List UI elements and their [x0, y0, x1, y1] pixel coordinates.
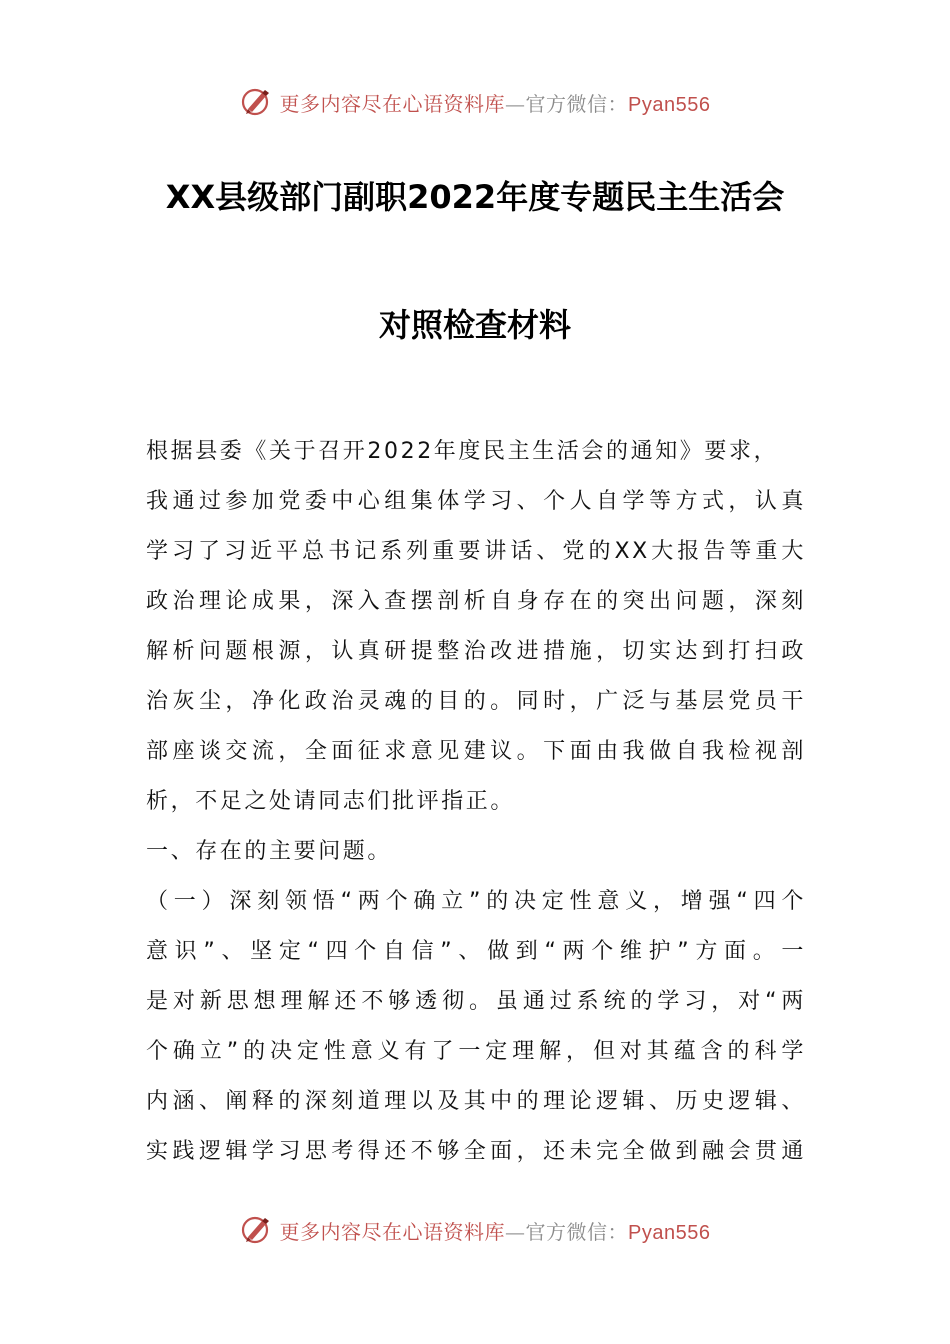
body-line: 解析问题根源，认真研提整治改进措施，切实达到打扫政: [146, 639, 806, 664]
footer-watermark: [0, 1210, 950, 1250]
document-title-line-1: XX县级部门副职2022年度专题民主生活会: [165, 178, 785, 216]
watermark-main-text: 更多内容尽在心语资料库: [279, 1219, 506, 1244]
section-heading: 一、存在的主要问题。: [146, 839, 393, 864]
body-line: 实践逻辑学习思考得还不够全面，还未完全做到融会贯通: [146, 1139, 806, 1164]
body-line: 政治理论成果，深入查摆剖析自身存在的突出问题，深刻: [146, 589, 806, 614]
body-line: 析，不足之处请同志们批评指正。: [146, 789, 516, 814]
subsection-heading: （一）深刻领悟“两个确立”的决定性意义，增强“四个: [146, 889, 806, 914]
pen-logo-icon: [240, 1213, 274, 1247]
document-title-line-2: 对照检查材料: [378, 306, 571, 344]
body-line: 内涵、阐释的深刻道理以及其中的理论逻辑、历史逻辑、: [146, 1089, 806, 1114]
watermark-wechat-label: 官方微信：: [525, 1219, 629, 1244]
watermark-wechat-id: Pyan556: [628, 93, 711, 116]
watermark-wechat-label: 官方微信：: [525, 91, 629, 116]
watermark-dash: —: [505, 91, 526, 116]
body-line: 意识”、坚定“四个自信”、做到“两个维护”方面。一: [146, 939, 806, 964]
watermark-main-text: 更多内容尽在心语资料库: [279, 91, 506, 116]
pen-logo-icon: [240, 85, 274, 119]
body-line: 个确立”的决定性意义有了一定理解，但对其蕴含的科学: [146, 1039, 806, 1064]
body-line: 我通过参加党委中心组集体学习、个人自学等方式，认真: [146, 489, 806, 514]
watermark-dash: —: [505, 1219, 526, 1244]
document-body: [146, 427, 806, 1177]
body-line: 学习了习近平总书记系列重要讲话、党的XX大报告等重大: [146, 539, 806, 564]
watermark-wechat-id: Pyan556: [628, 1221, 711, 1244]
body-line: 部座谈交流，全面征求意见建议。下面由我做自我检视剖: [146, 739, 806, 764]
body-line: 是对新思想理解还不够透彻。虽通过系统的学习，对“两: [146, 989, 806, 1014]
header-watermark: [0, 82, 950, 122]
body-line: 根据县委《关于召开2022年度民主生活会的通知》要求，: [146, 439, 779, 464]
body-line: 治灰尘，净化政治灵魂的目的。同时，广泛与基层党员干: [146, 689, 806, 714]
